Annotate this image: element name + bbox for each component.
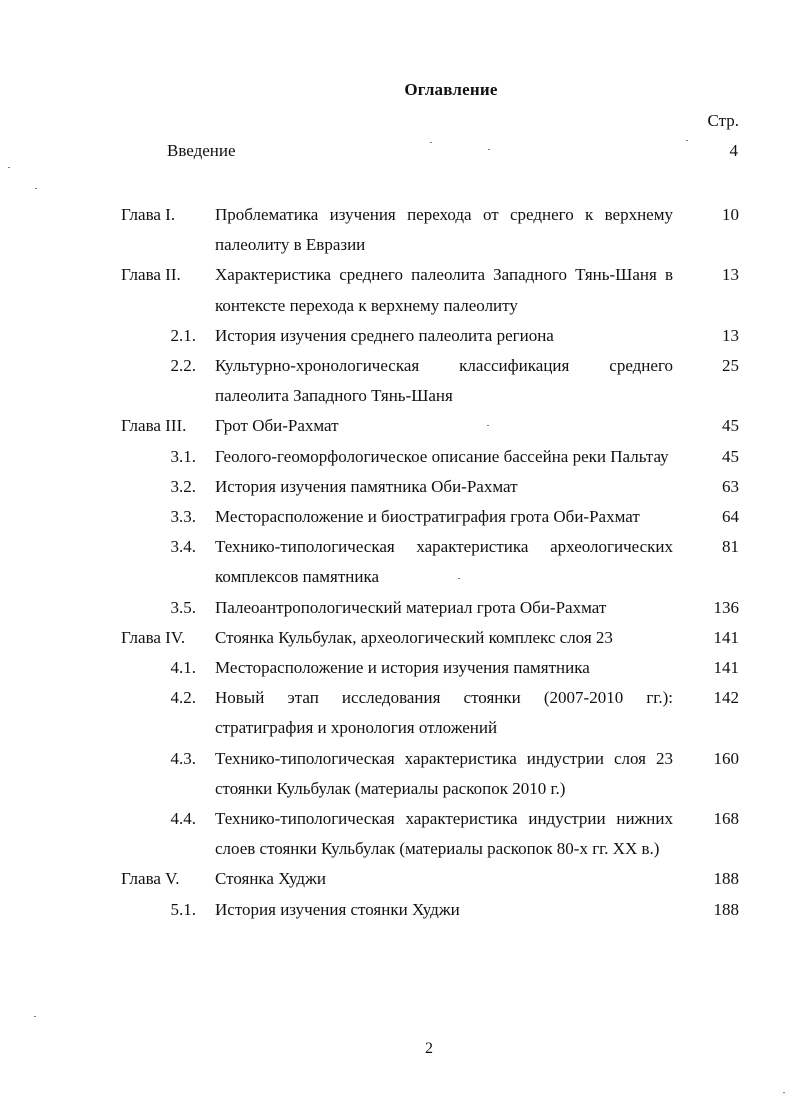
toc-entry bbox=[0, 351, 794, 411]
toc-entry-label: 5.1. bbox=[170, 899, 196, 919]
toc-entry-text: Культурно-хронологическая классификация среднего палеолита Западного Тянь-Шаня bbox=[215, 356, 673, 406]
toc-entry-label: 4.3. bbox=[170, 748, 196, 768]
toc-entry bbox=[0, 411, 794, 441]
toc-entry-page: 64 bbox=[722, 507, 739, 527]
table-of-contents bbox=[0, 200, 794, 925]
toc-entry-label: 4.2. bbox=[170, 688, 196, 708]
toc-entry-page: 141 bbox=[713, 627, 739, 647]
toc-entry-page: 160 bbox=[713, 748, 739, 768]
scan-speck bbox=[686, 140, 688, 141]
scan-speck bbox=[487, 425, 489, 426]
toc-entry bbox=[0, 200, 794, 260]
toc-entry-text: Стоянка Кульбулак, археологический комплекс слоя 23 bbox=[215, 627, 613, 647]
toc-entry bbox=[0, 472, 794, 502]
toc-entry-page: 142 bbox=[713, 688, 739, 708]
toc-entry bbox=[0, 321, 794, 351]
toc-entry-text: История изучения стоянки Худжи bbox=[215, 899, 460, 919]
toc-entry-label: Глава III. bbox=[121, 416, 187, 436]
toc-entry-page: 136 bbox=[713, 597, 739, 617]
scan-speck bbox=[458, 578, 460, 579]
page-column-label: Стр. bbox=[707, 111, 739, 130]
scan-speck bbox=[8, 167, 10, 168]
toc-entry bbox=[0, 744, 794, 804]
toc-entry bbox=[0, 593, 794, 623]
toc-entry-page: 63 bbox=[722, 476, 739, 496]
page-number: 2 bbox=[425, 1040, 433, 1057]
toc-entry-text: Палеоантропологический материал грота Оби-Рахмат bbox=[215, 597, 607, 617]
toc-entry-page: 188 bbox=[713, 899, 739, 919]
toc-entry-page: 141 bbox=[713, 658, 739, 678]
scan-speck bbox=[783, 1092, 785, 1093]
toc-entry-page: 13 bbox=[722, 325, 739, 345]
toc-entry-label: 4.1. bbox=[170, 658, 196, 678]
scan-speck bbox=[430, 142, 432, 143]
toc-entry-page: 45 bbox=[722, 416, 739, 436]
toc-entry-label: 3.3. bbox=[170, 507, 196, 527]
toc-entry-label: 3.4. bbox=[170, 537, 196, 557]
toc-entry bbox=[0, 502, 794, 532]
toc-introduction-text: Введение bbox=[167, 141, 236, 160]
toc-entry-text: Геолого-геоморфологическое описание бассейна реки Пальтау bbox=[215, 446, 669, 466]
toc-entry-page: 10 bbox=[722, 205, 739, 224]
toc-entry-label: 3.2. bbox=[170, 476, 196, 496]
toc-entry-label: 4.4. bbox=[170, 809, 196, 829]
toc-entry bbox=[0, 653, 794, 683]
toc-entry-text: Месторасположение и история изучения памятника bbox=[215, 658, 590, 678]
toc-entry bbox=[0, 895, 794, 925]
scan-speck bbox=[34, 1016, 36, 1017]
toc-entry-text: Технико-типологическая характеристика археологических комплексов памятника bbox=[215, 537, 673, 587]
toc-entry-page: 45 bbox=[722, 446, 739, 466]
scan-speck bbox=[488, 149, 490, 150]
toc-entry bbox=[0, 442, 794, 472]
toc-entry-label: Глава IV. bbox=[121, 627, 186, 647]
toc-entry-text: История изучения памятника Оби-Рахмат bbox=[215, 476, 518, 496]
toc-entry-text: Месторасположение и биостратиграфия грота Оби-Рахмат bbox=[215, 507, 640, 527]
toc-entry-label: Глава II. bbox=[121, 265, 181, 285]
toc-entry-text: Технико-типологическая характеристика индустрии нижних слоев стоянки Кульбулак (материалы раскопок 80-х гг. XX в.) bbox=[215, 809, 673, 859]
toc-introduction-page: 4 bbox=[729, 141, 738, 160]
toc-entry-text: Новый этап исследования стоянки (2007-2010 гг.): стратиграфия и хронология отложений bbox=[215, 688, 673, 738]
toc-entry-label: Глава V. bbox=[121, 869, 180, 889]
toc-entry bbox=[0, 683, 794, 743]
toc-entry-text: Характеристика среднего палеолита Западного Тянь-Шаня в контексте перехода к верхнему палеолиту bbox=[215, 265, 673, 315]
toc-entry-text: Технико-типологическая характеристика индустрии слоя 23 стоянки Кульбулак (материалы раскопок 2010 г.) bbox=[215, 748, 673, 798]
toc-entry-page: 168 bbox=[713, 809, 739, 829]
toc-entry-text: Грот Оби-Рахмат bbox=[215, 416, 339, 436]
toc-entry bbox=[0, 864, 794, 894]
toc-entry-text: История изучения среднего палеолита региона bbox=[215, 325, 554, 345]
toc-entry-label: 2.1. bbox=[170, 325, 196, 345]
toc-entry bbox=[0, 623, 794, 653]
toc-entry-label: 3.1. bbox=[170, 446, 196, 466]
toc-entry-label: 2.2. bbox=[170, 356, 196, 376]
toc-entry-page: 13 bbox=[722, 265, 739, 285]
scan-speck bbox=[35, 188, 37, 189]
toc-entry bbox=[0, 260, 794, 320]
page-title: Оглавление bbox=[404, 80, 498, 99]
toc-entry-page: 81 bbox=[722, 537, 739, 557]
toc-entry-label: Глава I. bbox=[121, 205, 176, 224]
toc-entry bbox=[0, 804, 794, 864]
toc-entry-text: Стоянка Худжи bbox=[215, 869, 326, 889]
toc-entry-page: 25 bbox=[722, 356, 739, 376]
toc-entry-text: Проблематика изучения перехода от среднего к верхнему палеолиту в Евразии bbox=[215, 205, 673, 255]
toc-entry-page: 188 bbox=[713, 869, 739, 889]
toc-entry bbox=[0, 532, 794, 592]
toc-entry-label: 3.5. bbox=[170, 597, 196, 617]
